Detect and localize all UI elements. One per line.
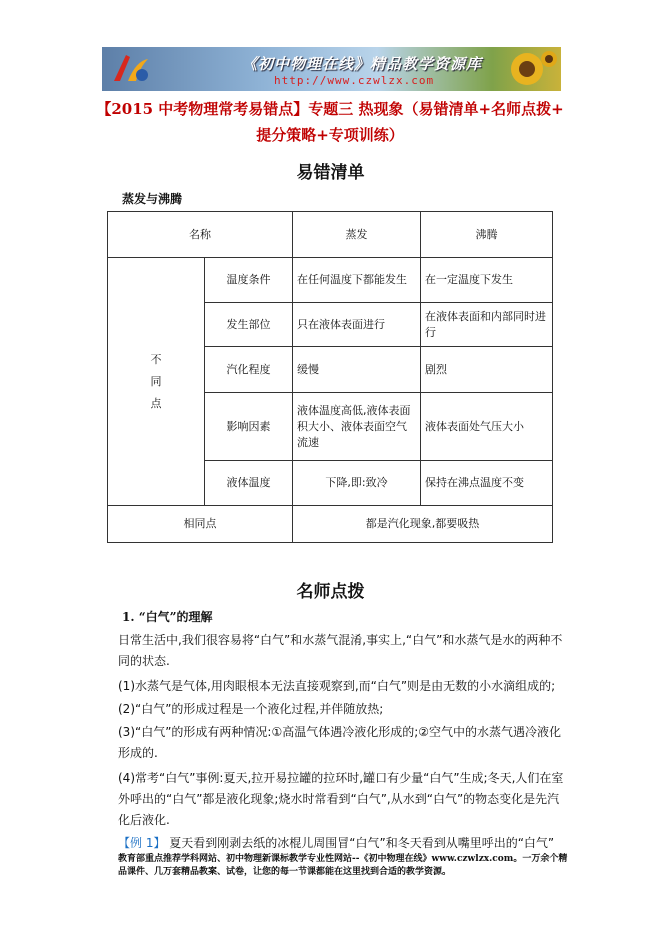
item-cell: 发生部位 bbox=[205, 303, 293, 347]
evap-cell: 在任何温度下都能发生 bbox=[293, 258, 421, 303]
document-title-line1: 【2015 中考物理常考易错点】专题三 热现象（易错清单+名师点拨+ bbox=[96, 100, 564, 118]
logo-icon bbox=[106, 51, 154, 87]
example-line bbox=[118, 833, 566, 854]
item-cell: 汽化程度 bbox=[205, 347, 293, 393]
header-cell: 蒸发 bbox=[293, 212, 421, 258]
boil-cell: 保持在沸点温度不变 bbox=[421, 461, 553, 506]
same-value-cell: 都是汽化现象,都要吸热 bbox=[293, 506, 553, 543]
item-cell: 影响因素 bbox=[205, 393, 293, 461]
tips-paragraph-5: (4)常考“白气”事例:夏天,拉开易拉罐的拉环时,罐口有少量“白气”生成;冬天,人们在室外呼出的“白气”都是液化现象;烧水时常看到“白气”,从水到“白气”的物态变化是先汽化后液化. bbox=[118, 771, 564, 827]
header-cell: 名称 bbox=[108, 212, 293, 258]
table-row-same bbox=[108, 506, 553, 543]
comparison-table bbox=[107, 211, 553, 543]
header-banner bbox=[102, 47, 561, 91]
boil-cell: 液体表面处气压大小 bbox=[421, 393, 553, 461]
footer-note: 教育部重点推荐学科网站、初中物理新课标教学专业性网站--《初中物理在线》www.czwlzx.com。一万余个精品课件、几万套精品教案、试卷，让您的每一节课都能在这里找到合适的教学资源。 bbox=[118, 854, 568, 877]
subheading-evap-boil: 蒸发与沸腾 bbox=[122, 192, 183, 206]
example-text: 夏天看到刚剥去纸的冰棍儿周围冒“白气”和冬天看到从嘴里呼出的“白气” bbox=[165, 836, 555, 850]
example-label: 【例 1】 bbox=[118, 836, 166, 850]
section-title-errors: 易错清单 bbox=[296, 163, 365, 183]
table-header-row bbox=[108, 212, 553, 258]
evap-cell: 液体温度高低,液体表面积大小、液体表面空气流速 bbox=[293, 393, 421, 461]
tips-paragraph-1: 日常生活中,我们很容易将“白气”和水蒸气混淆,事实上,“白气”和水蒸气是水的两种不同的状态. bbox=[118, 633, 563, 668]
banner-title: 《初中物理在线》精品教学资源库 bbox=[242, 55, 483, 73]
boil-cell: 在液体表面和内部同时进行 bbox=[421, 303, 553, 347]
tips-paragraph-2: (1)水蒸气是气体,用肉眼根本无法直接观察到,而“白气”则是由无数的小水滴组成的; bbox=[118, 679, 556, 693]
header-cell: 沸腾 bbox=[421, 212, 553, 258]
tips-paragraph-4: (3)“白气”的形成有两种情况:①高温气体遇冷液化形成的;②空气中的水蒸气遇冷液化形成的. bbox=[118, 725, 562, 760]
section-title-tips: 名师点拨 bbox=[296, 582, 365, 602]
banner-url[interactable]: http://www.czwlzx.com bbox=[274, 74, 435, 87]
table-row bbox=[108, 258, 553, 303]
same-label-cell: 相同点 bbox=[108, 506, 293, 543]
item-cell: 温度条件 bbox=[205, 258, 293, 303]
evap-cell: 下降,即:致冷 bbox=[293, 461, 421, 506]
boil-cell: 在一定温度下发生 bbox=[421, 258, 553, 303]
tips-paragraph-3: (2)“白气”的形成过程是一个液化过程,并伴随放热; bbox=[118, 702, 384, 716]
evap-cell: 只在液体表面进行 bbox=[293, 303, 421, 347]
evap-cell: 缓慢 bbox=[293, 347, 421, 393]
sunflower-icon bbox=[487, 49, 557, 89]
group-label-cell: 不 同 点 bbox=[108, 258, 205, 506]
tips-heading: 1. “白气”的理解 bbox=[122, 610, 213, 624]
item-cell: 液体温度 bbox=[205, 461, 293, 506]
boil-cell: 剧烈 bbox=[421, 347, 553, 393]
document-title-line2: 提分策略+专项训练） bbox=[256, 126, 404, 144]
